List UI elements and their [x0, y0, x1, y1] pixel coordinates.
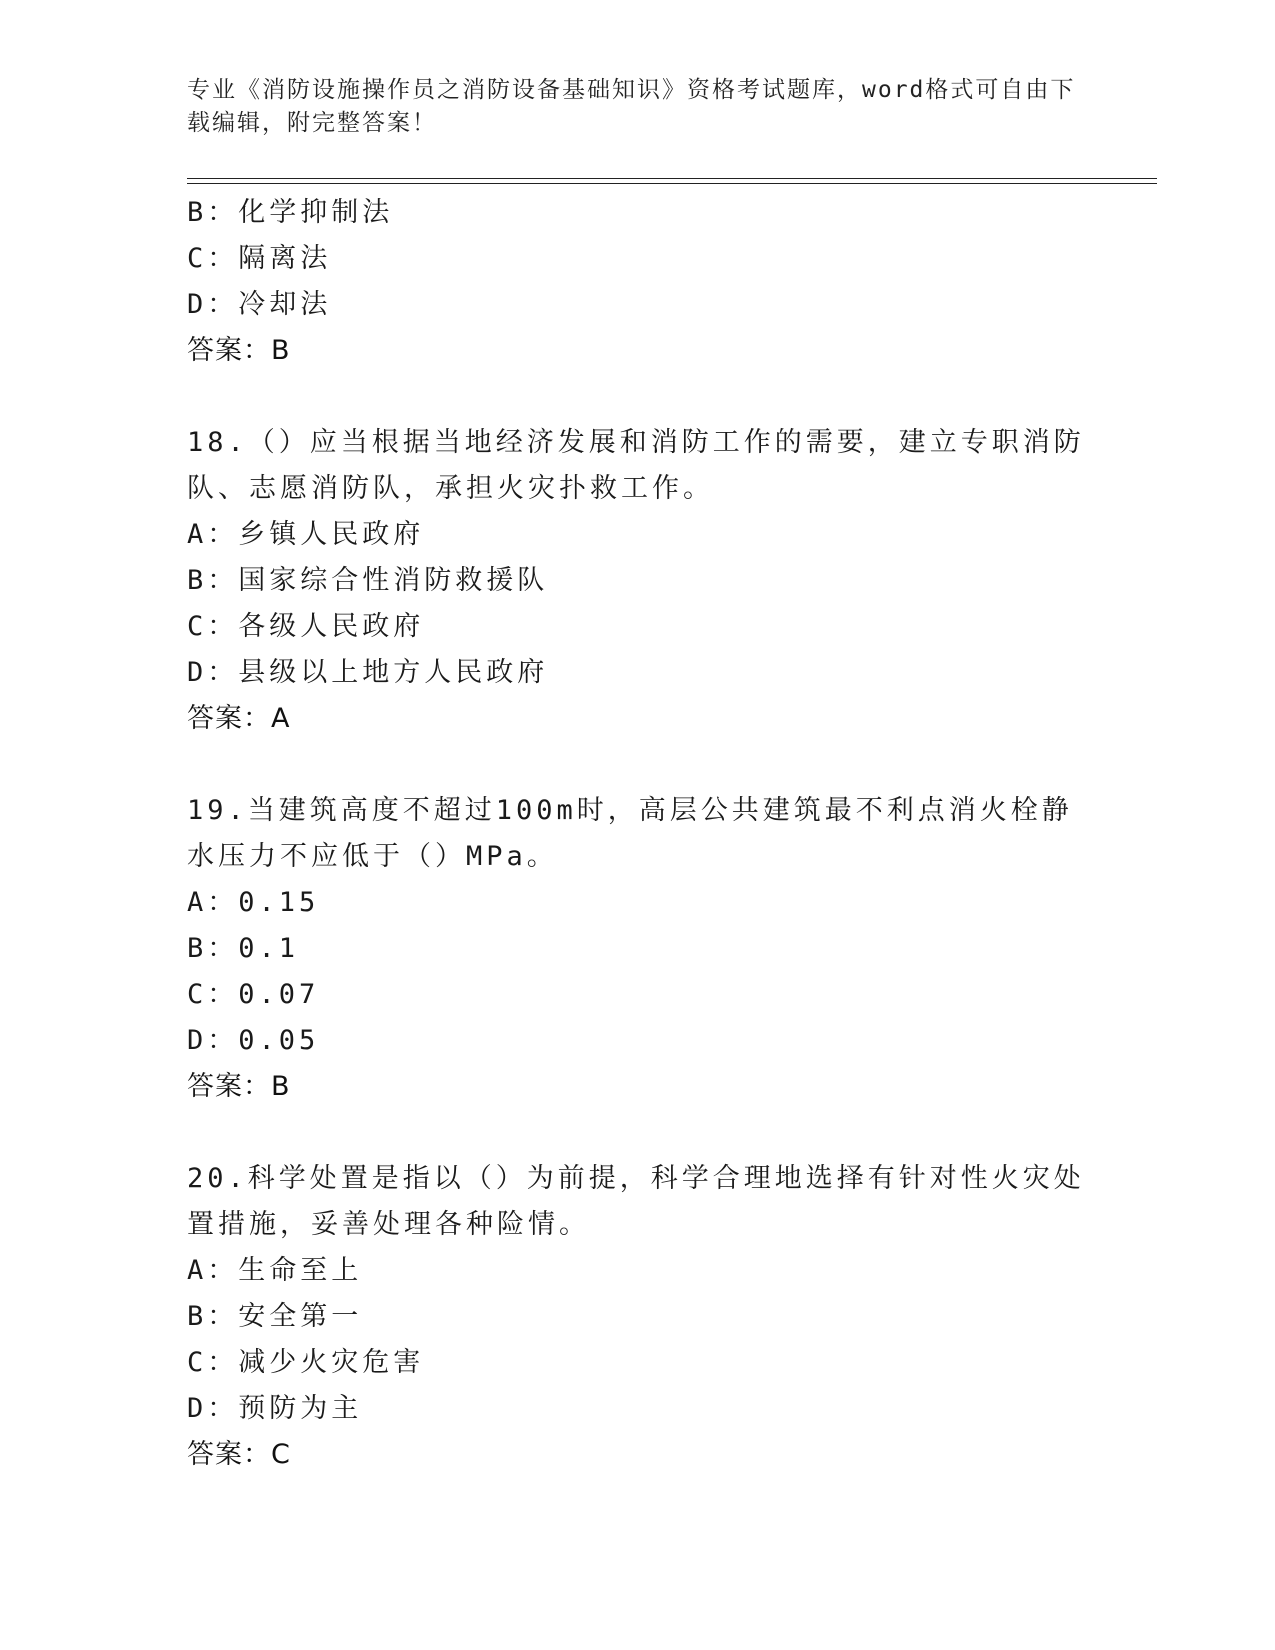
option-c: C：各级人民政府: [187, 611, 425, 642]
option-b: B：0.1: [187, 933, 300, 964]
option-a: A：生命至上: [187, 1255, 363, 1286]
option-c: C：减少火灾危害: [187, 1347, 425, 1378]
question-stem: 20.科学处置是指以（）为前提，科学合理地选择有针对性火灾处置措施，妥善处理各种险情。: [187, 1163, 1085, 1240]
question-stem: 18.（）应当根据当地经济发展和消防工作的需要，建立专职消防队、志愿消防队，承担火灾扑救工作。: [187, 427, 1085, 504]
question-list: [187, 190, 1087, 1478]
question-block-17: [187, 190, 1087, 374]
option-a: A：乡镇人民政府: [187, 519, 425, 550]
spacer: [187, 1110, 1087, 1156]
page-header: 专业《消防设施操作员之消防设备基础知识》资格考试题库，word格式可自由下载编辑，附完整答案！: [187, 77, 1076, 136]
answer-line: 答案：B: [187, 1071, 291, 1102]
option-b: B：化学抑制法: [187, 197, 394, 228]
question-block-20: [187, 1156, 1087, 1478]
question-stem: 19.当建筑高度不超过100m时，高层公共建筑最不利点消火栓静水压力不应低于（）MPa。: [187, 795, 1073, 872]
answer-line: 答案：B: [187, 335, 291, 366]
option-d: D：县级以上地方人民政府: [187, 657, 549, 688]
option-d: D：冷却法: [187, 289, 332, 320]
spacer: [187, 374, 1087, 420]
option-a: A：0.15: [187, 887, 320, 918]
question-block-18: [187, 420, 1087, 742]
answer-line: 答案：C: [187, 1439, 291, 1470]
option-d: D：0.05: [187, 1025, 320, 1056]
spacer: [187, 742, 1087, 788]
header-divider-bottom: [187, 183, 1157, 184]
option-c: C：隔离法: [187, 243, 332, 274]
answer-line: 答案：A: [187, 703, 291, 734]
option-d: D：预防为主: [187, 1393, 363, 1424]
option-b: B：安全第一: [187, 1301, 363, 1332]
option-b: B：国家综合性消防救援队: [187, 565, 549, 596]
header-divider-top: [187, 178, 1157, 179]
question-block-19: [187, 788, 1087, 1110]
option-c: C：0.07: [187, 979, 320, 1010]
